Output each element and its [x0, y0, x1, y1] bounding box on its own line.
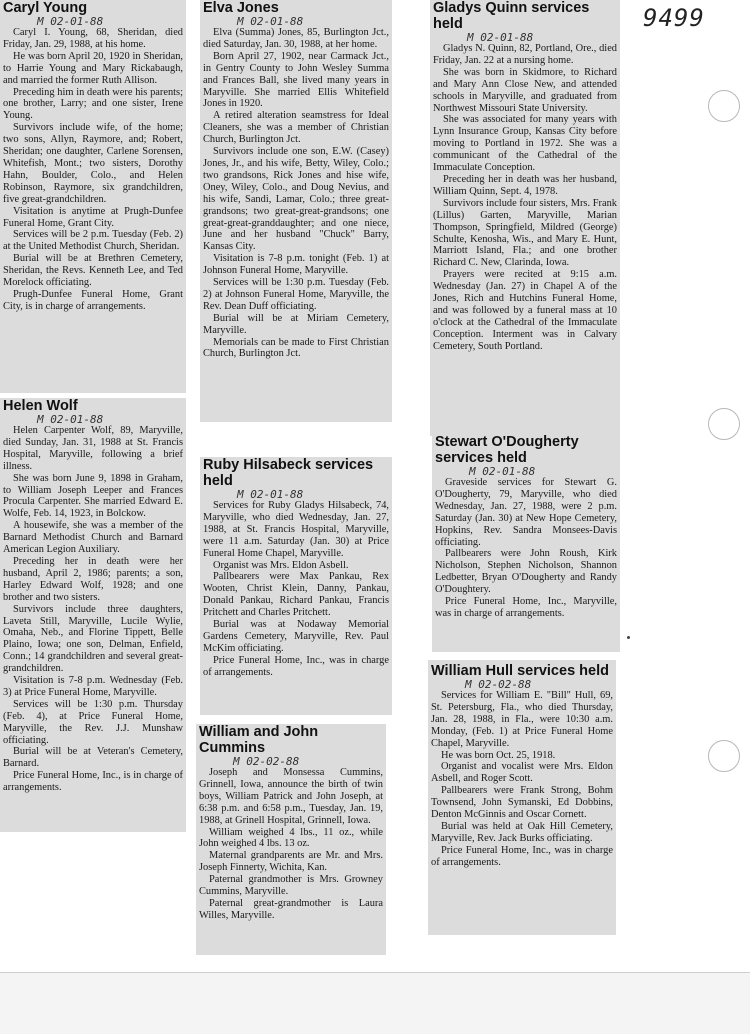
clipping-william-john-cummins: [196, 724, 386, 955]
obituary-paragraph: Services for William E. "Bill" Hull, 69, St. Petersburg, Fla., who died Thursday, Jan. 28, 1988, in Fla., were 10:30 a.m. Monday, (Feb. 1) at Price Funeral Home Chapel, Maryville.: [431, 690, 613, 749]
obituary-paragraph: Organist and vocalist were Mrs. Eldon Asbell, and Roger Scott.: [431, 761, 613, 785]
obituary-paragraph: Burial will be at Miriam Cemetery, Maryville.: [203, 312, 389, 336]
obituary-paragraph: Price Funeral Home, Inc., Maryville, was in charge of arrangements.: [435, 596, 617, 619]
obituary-paragraph: Pallbearers were Frank Strong, Bohm Townsend, John Symanski, Ed Dobbins, Denton McGinnis and Oscar Cornett.: [431, 785, 613, 821]
clipping-stewart-odougherty: [432, 434, 620, 652]
handwritten-date-note: M 02-01-88: [237, 488, 304, 501]
obituary-paragraph: Graveside services for Stewart G. O'Dougherty, 79, Maryville, who died Wednesday, Jan. 27, 1988, were 2 p.m. Saturday (Jan. 30) at New Hope Cemetery, Hopkins, Rev. Sandra Monsees-Davis officiating.: [435, 477, 617, 548]
obituary-headline: Stewart O'Dougherty services held: [435, 434, 579, 466]
obituary-paragraph: Prugh-Dunfee Funeral Home, Grant City, is in charge of arrangements.: [3, 288, 183, 312]
clipping-elva-jones: [200, 0, 392, 422]
handwritten-reference-number: 9499: [643, 4, 705, 32]
obituary-paragraph: Maternal grandparents are Mr. and Mrs. Joseph Finnerty, Wichita, Kan.: [199, 850, 383, 874]
clipping-william-hull: [428, 660, 616, 935]
obituary-paragraph: Burial was at Nodaway Memorial Gardens Cemetery, Maryville, Rev. Paul McKim officiating.: [203, 619, 389, 654]
obituary-headline: William Hull services held: [431, 663, 609, 679]
obituary-paragraph: She was born June 9, 1898 in Graham, to William Joseph Leeper and Frances Procula Carpenter. She married Edward E. Wolfe, Feb. 14, 1923, in Bolckow.: [3, 472, 183, 520]
obituary-paragraph: She was associated for many years with Lynn Insurance Group, Kansas City before moving to Portland in 1972. She was a communicant of the Cathedral of the Immaculate Conception.: [433, 114, 617, 174]
obituary-paragraph: A retired alteration seamstress for Ideal Cleaners, she was a member of Christian Church, Burlington Jct.: [203, 110, 389, 146]
obituary-paragraph: Price Funeral Home, Inc., is in charge of arrangements.: [3, 770, 183, 794]
obituary-paragraph: Helen Carpenter Wolf, 89, Maryville, died Sunday, Jan. 31, 1988 at St. Francis Hospital, Maryville, following a brief illness.: [3, 425, 183, 472]
obituary-paragraph: Joseph and Monsessa Cummins, Grinnell, Iowa, announce the birth of twin boys, William Patrick and John Joseph, at 6:38 p.m. and 6:58 p.m., Tuesday, Jan. 19, 1988, at Grinell Hospital, Grinnell, Iowa.: [199, 767, 383, 826]
obituary-paragraph: Paternal great-grandmother is Laura Willes, Maryville.: [199, 897, 383, 921]
ink-dot: [627, 636, 630, 639]
obituary-paragraph: Services will be 1:30 p.m. Tuesday (Feb. 2) at Johnson Funeral Home, Maryville, the Rev. Dean Duff officiating.: [203, 277, 389, 312]
obituary-paragraph: Burial will be at Veteran's Cemetery, Barnard.: [3, 746, 183, 770]
obituary-paragraph: She was born in Skidmore, to Richard and Mary Ann Close New, and attended schools in Maryville, and graduated from Northwest Missouri State University.: [433, 66, 617, 114]
obituary-headline: Gladys Quinn services held: [433, 0, 590, 32]
obituary-headline: Ruby Hilsabeck services held: [203, 457, 374, 489]
punch-hole: [708, 408, 740, 440]
obituary-paragraph: Pallbearers were Max Pankau, Rex Wooten, Christ Klein, Danny, Pankau, Donald Pankau, Richard Pankau, Francis Pritchett and Charles Pritchett.: [203, 571, 389, 619]
punch-hole: [708, 90, 740, 122]
obituary-paragraph: Services for Ruby Gladys Hilsabeck, 74, Maryville, who died Wednesday, Jan. 27, 1988, at St. Francis Hospital, Maryville, were 11 a.m. Saturday (Jan. 30) at Price Funeral Home Chapel, Maryville.: [203, 500, 389, 559]
obituary-paragraph: Services will be 1:30 p.m. Thursday (Feb. 4), at Price Funeral Home, Maryville, the Rev. J.J. Munshaw officiating.: [3, 698, 183, 746]
obituary-paragraph: Visitation is 7-8 p.m. tonight (Feb. 1) at Johnson Funeral Home, Maryville.: [203, 253, 389, 277]
obituary-paragraph: Survivors include wife, of the home; two sons, Allyn, Raymore, and; Robert, Sheridan; one daughter, Carlene Sorensen, Whitefish, Mont.; two sisters, Dorothy Hahn, Boulder, Colo., and Helen Robinson, Raymore, six grandchildren, five great-grandchildren.: [3, 122, 183, 205]
handwritten-date-note: M 02-01-88: [467, 31, 534, 44]
obituary-paragraph: Born April 27, 1902, near Carmack Jct., in Gentry County to John Wesley Summa and Frances Ball, she lived many years in Maryville. She married Ellis Whitefield Jones in 1920.: [203, 50, 389, 110]
obituary-paragraph: Memorials can be made to First Christian Church, Burlington Jct.: [203, 336, 389, 360]
obituary-paragraph: Price Funeral Home, Inc., was in charge of arrangements.: [203, 654, 389, 678]
obituary-paragraph: Gladys N. Quinn, 82, Portland, Ore., died Friday, Jan. 22 at a nursing home.: [433, 43, 617, 66]
handwritten-date-note: M 02-01-88: [237, 15, 304, 28]
obituary-paragraph: Burial was held at Oak Hill Cemetery, Maryville, Rev. Jack Burks officiating.: [431, 820, 613, 844]
obituary-paragraph: Price Funeral Home, Inc., was in charge of arrangements.: [431, 844, 613, 868]
handwritten-date-note: M 02-01-88: [37, 413, 104, 426]
page-bottom-edge: [0, 972, 750, 1034]
obituary-paragraph: Visitation is anytime at Prugh-Dunfee Funeral Home, Grant City.: [3, 205, 183, 229]
obituary-paragraph: He was born Oct. 25, 1918.: [441, 749, 556, 761]
handwritten-date-note: M 02-02-88: [465, 678, 532, 691]
clipping-gladys-quinn: [430, 0, 620, 436]
punch-hole: [708, 740, 740, 772]
clipping-helen-wolf: [0, 398, 186, 832]
obituary-paragraph: Survivors include four sisters, Mrs. Frank (Lillus) Garten, Maryville, Marian Thompson, Springfield, Mildred (George) Schulte, Kenosha, Wis., and Mary E. Hunt, Marriott Island, Fla.; and one brother Richard C. New, Clarinda, Iowa.: [433, 197, 617, 269]
obituary-paragraph: Elva (Summa) Jones, 85, Burlington Jct., died Saturday, Jan. 30, 1988, at her home.: [203, 27, 389, 50]
obituary-headline: Helen Wolf: [3, 398, 78, 414]
obituary-paragraph: Paternal grandmother is Mrs. Growney Cummins, Maryville.: [199, 874, 383, 898]
obituary-headline: William and John Cummins: [199, 724, 319, 756]
obituary-paragraph: Prayers were recited at 9:15 a.m. Wednesday (Jan. 27) in Chapel A of the Jones, Rich and Hutchins Funeral Home, and was followed by a funeral mass at 10 o'clock at the Cathedral of the Immaculate Conception. Interment was in Calvary Cemetery, South Portland.: [433, 269, 617, 352]
handwritten-date-note: M 02-01-88: [469, 465, 536, 478]
obituary-paragraph: Preceding her in death was her husband, William Quinn, Sept. 4, 1978.: [433, 173, 617, 197]
obituary-paragraph: Caryl I. Young, 68, Sheridan, died Friday, Jan. 29, 1988, at his home.: [3, 27, 183, 50]
handwritten-date-note: M 02-01-88: [37, 15, 104, 28]
obituary-paragraph: Pallbearers were John Roush, Kirk Nicholson, Stephen Nicholson, Shannon Ledbetter, Bryan O'Dougherty and Randy O'Doughtery.: [435, 548, 617, 596]
obituary-headline: Caryl Young: [3, 0, 88, 16]
clipping-ruby-hilsabeck: [200, 457, 392, 715]
obituary-paragraph: A housewife, she was a member of the Barnard Methodist Church and Barnard American Legion Auxiliary.: [3, 520, 183, 556]
handwritten-date-note: M 02-02-88: [233, 755, 300, 768]
clipping-caryl-young: [0, 0, 186, 393]
obituary-headline: Elva Jones: [203, 0, 279, 16]
obituary-paragraph: Organist was Mrs. Eldon Asbell.: [213, 559, 349, 571]
obituary-paragraph: Survivors include one son, E.W. (Casey) Jones, Jr., and his wife, Betty, Wiley, Colo.; two grandsons, Rick Jones and hise wife, Oney, Wiley, Colo., and Doug Nevius, and his wife, Sandi, Lamar, Colo.; three great-grandsons; two great-great-grandsons; one great-great-granddaughter; and one niece, June and her husband "Chuck" Barry, Kansas City.: [203, 146, 389, 253]
obituary-paragraph: Burial will be at Brethren Cemetery, Sheridan, the Revs. Kenneth Lee, and Ted Morelock officiating.: [3, 253, 183, 289]
obituary-paragraph: William weighed 4 lbs., 11 oz., while John weighed 4 lbs. 13 oz.: [199, 826, 383, 850]
obituary-paragraph: Preceding him in death were his parents; one brother, Larry; and one sister, Irene Young.: [3, 86, 183, 122]
obituary-paragraph: Preceding her in death were her husband, April 2, 1986; parents; a son, Harley Edward Wolf, 1928; and one brother and two sisters.: [3, 555, 183, 603]
obituary-paragraph: Visitation is 7-8 p.m. Wednesday (Feb. 3) at Price Funeral Home, Maryville.: [3, 675, 183, 698]
obituary-paragraph: Services will be 2 p.m. Tuesday (Feb. 2) at the United Methodist Church, Sheridan.: [3, 229, 183, 253]
obituary-paragraph: He was born April 20, 1920 in Sheridan, to Harrie Young and Mary Rickabaugh, and married the former Ruth Allison.: [3, 50, 183, 86]
obituary-paragraph: Survivors include three daughters, Laveta Still, Maryville, Lucile Wylie, Omaha, Neb., and Florine Tippett, Belle Plaino, Iowa; one son, Delman, Enfield, Conn.; 14 grandchildren and several great-grandchildren.: [3, 603, 183, 675]
